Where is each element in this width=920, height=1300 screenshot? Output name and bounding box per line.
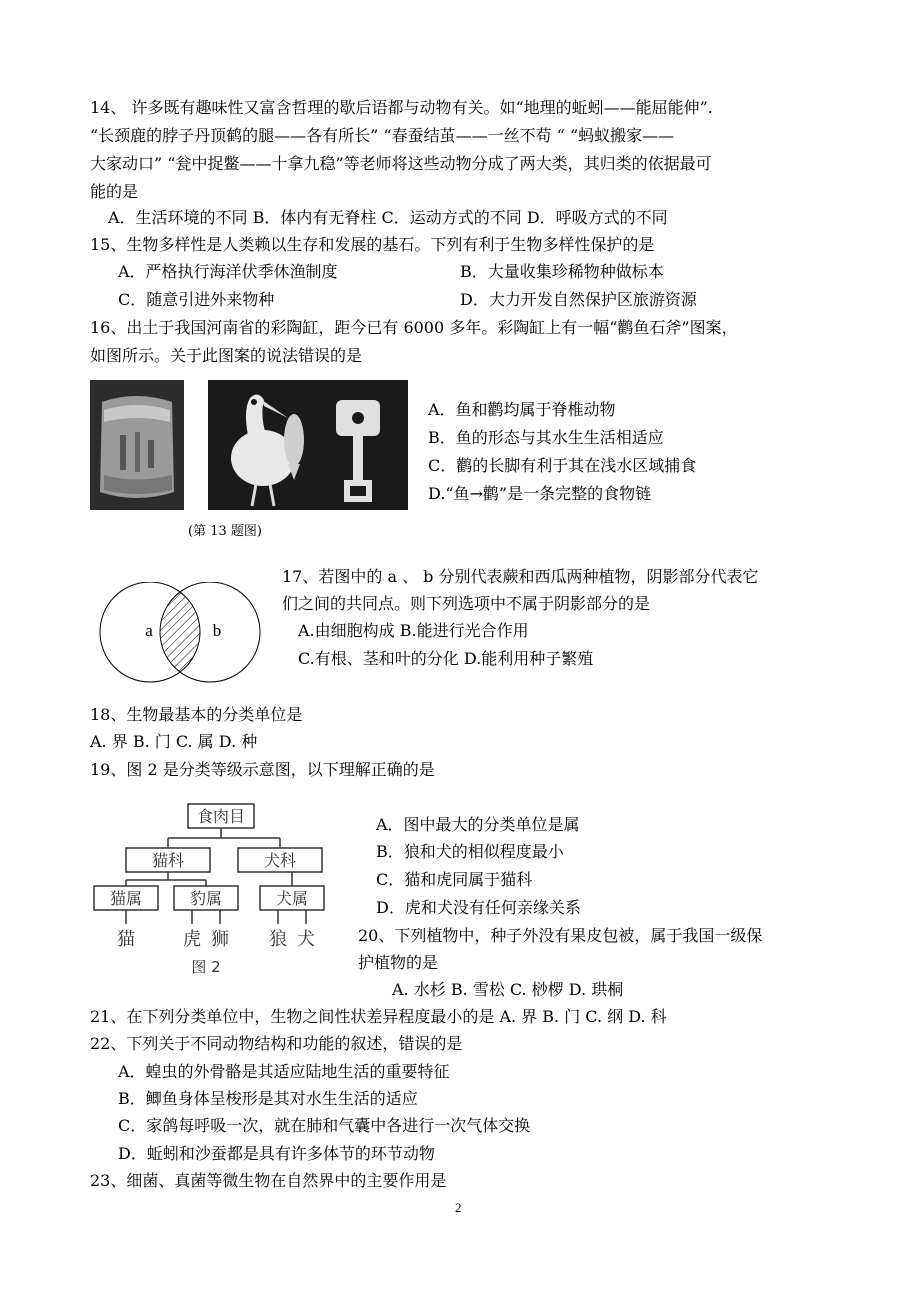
q14-line1: 14、 许多既有趣味性又富含哲理的歇后语都与动物有关。如“地理的蚯蚓——能屈能伸”. bbox=[90, 98, 713, 117]
page-number: 2 bbox=[455, 1200, 462, 1215]
species-wolf: 狼 bbox=[269, 929, 287, 950]
q19-stem: 19、图 2 是分类等级示意图，以下理解正确的是 bbox=[90, 760, 435, 779]
q14-line4: 能的是 bbox=[90, 182, 139, 201]
q17-options-ab: A.由细胞构成 B.能进行光合作用 bbox=[298, 621, 529, 640]
q17-options-cd: C.有根、茎和叶的分化 D.能利用种子繁殖 bbox=[298, 649, 594, 668]
node-order: 食肉目 bbox=[196, 807, 246, 826]
node-family-cat: 猫科 bbox=[151, 851, 185, 870]
q14-line3: 大家动口” “瓮中捉鳖——十拿九稳”等老师将这些动物分成了两大类，其归类的依据最可 bbox=[90, 154, 712, 173]
diagram-caption: 图 2 bbox=[191, 958, 221, 976]
q22-stem: 22、下列关于不同动物结构和功能的叙述，错误的是 bbox=[90, 1034, 463, 1053]
node-genus-dog: 犬属 bbox=[275, 889, 309, 908]
q22-option-a: A．蝗虫的外骨骼是其适应陆地生活的重要特征 bbox=[118, 1062, 450, 1081]
q15-option-c: C．随意引进外来物种 bbox=[118, 290, 275, 309]
q19-option-c: C．猫和虎同属于猫科 bbox=[376, 870, 533, 889]
species-tiger: 虎 bbox=[183, 929, 201, 950]
node-family-dog: 犬科 bbox=[263, 851, 297, 870]
q14-options: A．生活环境的不同 B．体内有无脊柱 C．运动方式的不同 D．呼吸方式的不同 bbox=[108, 208, 668, 227]
venn-diagram bbox=[98, 582, 278, 687]
q17-line1: 17、若图中的 a 、 b 分别代表蕨和西瓜两种植物，阴影部分代表它 bbox=[282, 567, 759, 586]
q17-line2: 们之间的共同点。则下列选项中不属于阴影部分的是 bbox=[282, 594, 651, 613]
q15-option-b: B．大量收集珍稀物种做标本 bbox=[460, 262, 664, 281]
q22-option-d: D．蚯蚓和沙蚕都是具有许多体节的环节动物 bbox=[118, 1144, 435, 1163]
q19-option-d: D．虎和犬没有任何亲缘关系 bbox=[376, 898, 581, 917]
q21-stem: 21、在下列分类单位中，生物之间性状差异程度最小的是 A. 界 B. 门 C. 纲 D. 科 bbox=[90, 1007, 667, 1026]
node-genus-leopard: 豹属 bbox=[189, 889, 223, 908]
node-genus-cat: 猫属 bbox=[109, 889, 143, 908]
stork-fish-axe-picture bbox=[208, 380, 408, 510]
q18-options: A. 界 B. 门 C. 属 D. 种 bbox=[90, 732, 258, 751]
classification-diagram bbox=[88, 800, 348, 980]
q16-option-c: C．鹳的长脚有利于其在浅水区域捕食 bbox=[428, 456, 697, 475]
q20-line1: 20、下列植物中，种子外没有果皮包被，属于我国一级保 bbox=[358, 926, 763, 945]
q15-stem: 15、生物多样性是人类赖以生存和发展的基石。下列有利于生物多样性保护的是 bbox=[90, 235, 655, 254]
q16-option-b: B．鱼的形态与其水生生活相适应 bbox=[428, 428, 664, 447]
q15-option-a: A．严格执行海洋伏季休渔制度 bbox=[118, 262, 338, 281]
q15-option-d: D．大力开发自然保护区旅游资源 bbox=[460, 290, 697, 309]
q19-option-b: B．狼和犬的相似程度最小 bbox=[376, 842, 564, 861]
venn-label-a: a bbox=[145, 621, 153, 640]
q22-option-c: C．家鸽每呼吸一次，就在肺和气囊中各进行一次气体交换 bbox=[118, 1116, 531, 1135]
q18-stem: 18、生物最基本的分类单位是 bbox=[90, 705, 303, 724]
q16-option-a: A．鱼和鹳均属于脊椎动物 bbox=[428, 400, 616, 419]
q20-options: A. 水杉 B. 雪松 C. 桫椤 D. 珙桐 bbox=[392, 980, 624, 999]
q16-figure-caption: (第 13 题图) bbox=[188, 524, 262, 539]
species-cat: 猫 bbox=[117, 929, 135, 950]
pottery-jar-photo bbox=[90, 380, 184, 510]
venn-label-b: b bbox=[212, 621, 222, 640]
q16-option-d: D.“鱼→鹳”是一条完整的食物链 bbox=[428, 484, 652, 503]
q14-line2: “长颈鹿的脖子丹顶鹤的腿——各有所长” “春蚕结茧——一丝不苟 “ “蚂蚁搬家—— bbox=[90, 126, 675, 145]
q19-option-a: A．图中最大的分类单位是属 bbox=[376, 815, 580, 834]
q23-stem: 23、细菌、真菌等微生物在自然界中的主要作用是 bbox=[90, 1171, 447, 1190]
q16-line1: 16、出土于我国河南省的彩陶缸，距今已有 6000 多年。彩陶缸上有一幅“鹳鱼石斧”图案， bbox=[90, 318, 738, 337]
q22-option-b: B．鲫鱼身体呈梭形是其对水生生活的适应 bbox=[118, 1089, 418, 1108]
species-lion: 狮 bbox=[211, 929, 229, 950]
q20-line2: 护植物的是 bbox=[358, 953, 439, 972]
q16-line2: 如图所示。关于此图案的说法错误的是 bbox=[90, 346, 363, 365]
species-dog: 犬 bbox=[297, 929, 315, 950]
